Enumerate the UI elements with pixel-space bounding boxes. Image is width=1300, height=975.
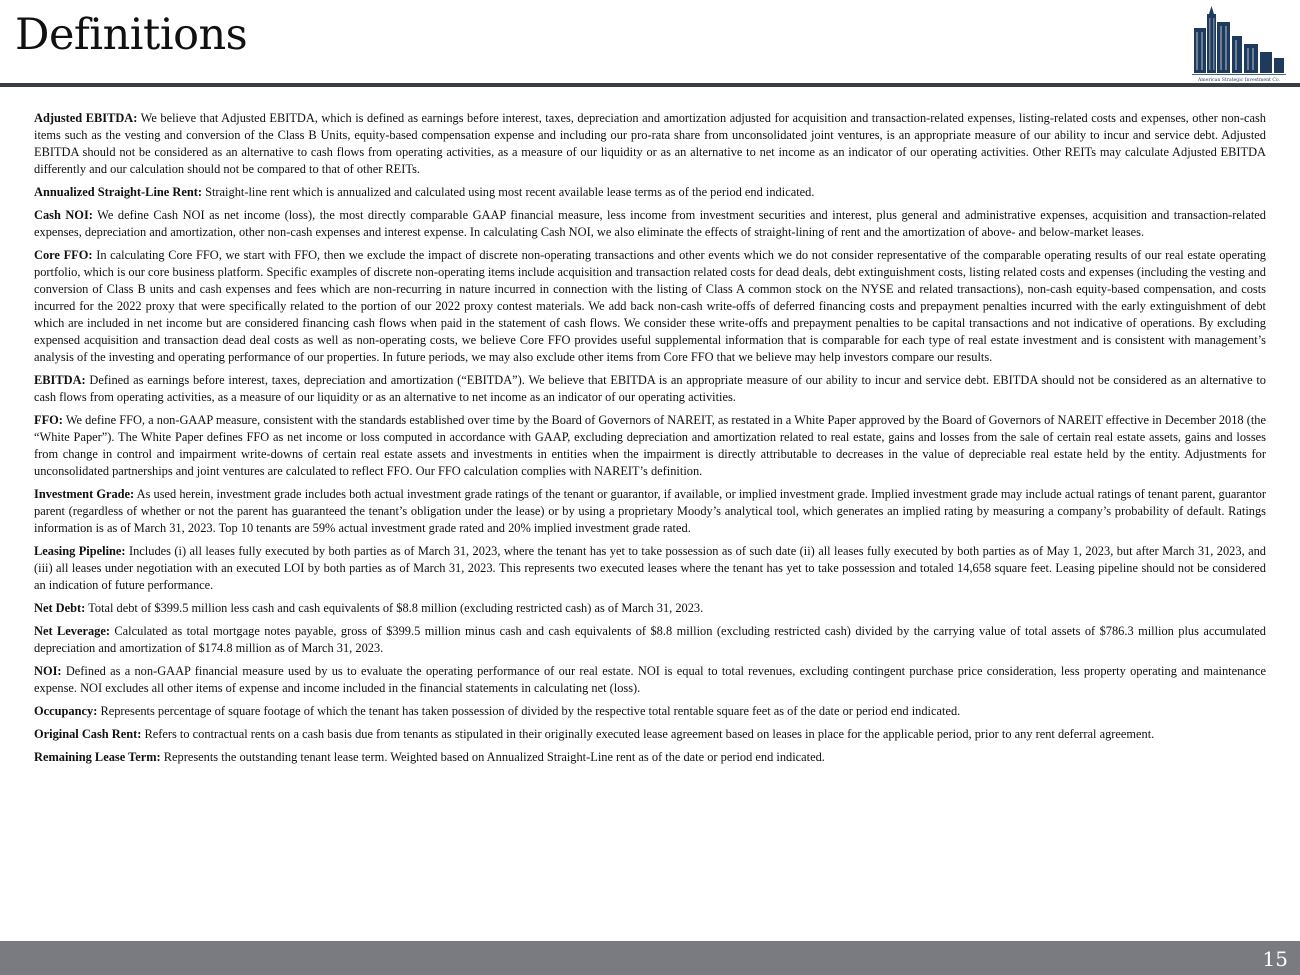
definition-ffo (34, 412, 1266, 480)
company-logo (1188, 4, 1291, 84)
company-logo-buildings-icon (1194, 6, 1284, 73)
definition-cash-noi (34, 207, 1266, 241)
definition-term: FFO: (34, 413, 63, 427)
definition-term: Remaining Lease Term: (34, 750, 161, 764)
definition-term: Cash NOI: (34, 208, 93, 222)
definition-noi (34, 663, 1266, 697)
definition-term: Leasing Pipeline: (34, 544, 126, 558)
definition-net-leverage (34, 623, 1266, 657)
definition-term: Net Leverage: (34, 624, 110, 638)
definition-text: We believe that Adjusted EBITDA, which is defined as earnings before interest, taxes, depreciation and amortization adjusted for acquisition and transaction-related expenses, listing-related costs and expenses, other non-cash items such as the vesting and conversion of the Class B Units, equity-based compensation expense and including our pro-rata share from unconsolidated joint ventures, is an appropriate measure of our ability to incur and service debt. Adjusted EBITDA should not be considered as an alternative to cash flows from operating activities, as a measure of our liquidity or as an alternative to net income as an indicator of our operating activities. Other REITs may calculate Adjusted EBITDA differently and our calculation should not be compared to that of other REITs. (34, 111, 1267, 176)
definition-term: Original Cash Rent: (34, 727, 142, 741)
definition-term: EBITDA: (34, 373, 86, 387)
definition-ebitda (34, 372, 1266, 406)
footer-bar (0, 941, 1300, 975)
definitions-list (34, 110, 1266, 772)
definition-net-debt (34, 600, 1266, 617)
definition-text: We define Cash NOI as net income (loss), the most directly comparable GAAP financial measure, less income from investment securities and interest, plus general and administrative expenses, acquisition and transaction-related expenses, depreciation and amortization, other non-cash expenses and interest expense. In calculating Cash NOI, we also eliminate the effects of straight-lining of rent and the amortization of above- and below-market leases. (34, 208, 1266, 239)
definition-text: Total debt of $399.5 million less cash and cash equivalents of $8.8 million (excluding restricted cash) as of March 31, 2023. (88, 601, 704, 615)
definition-original-cash-rent (34, 726, 1266, 743)
definition-text: Straight-line rent which is annualized and calculated using most recent available lease terms as of the period end indicated. (205, 185, 815, 199)
definition-text: We define FFO, a non-GAAP measure, consistent with the standards established over time by the Board of Governors of NAREIT, as restated in a White Paper approved by the Board of Governors of NAREIT effective in December 2018 (the “White Paper”). The White Paper defines FFO as net income or loss computed in accordance with GAAP, excluding depreciation and amortization related to real estate, gains and losses from the sale of certain real estate assets, gains and losses from change in control and impairment write-downs of certain real estate assets and investments in entities when the impairment is directly attributable to decreases in the value of depreciable real estate held by the entity. Adjustments for unconsolidated partnerships and joint ventures are calculated to reflect FFO. Our FFO calculation complies with NAREIT’s definition. (34, 413, 1267, 478)
definition-annualized-straight-line-rent (34, 184, 1266, 201)
definition-text: Refers to contractual rents on a cash basis due from tenants as stipulated in their originally executed lease agreement based on leases in place for the applicable period, prior to any rent deferral agreement. (144, 727, 1155, 741)
definition-text: Represents the outstanding tenant lease term. Weighted based on Annualized Straight-Line rent as of the date or period end indicated. (163, 750, 825, 764)
definition-term: Adjusted EBITDA: (34, 111, 138, 125)
definition-term: Core FFO: (34, 248, 93, 262)
definition-core-ffo (34, 247, 1266, 366)
definition-adjusted-ebitda (34, 110, 1266, 178)
definition-text: Includes (i) all leases fully executed by both parties as of March 31, 2023, where the tenant has yet to take possession as of such date (ii) all leases fully executed by both parties as of May 1, 2023, but after March 31, 2023, and (iii) all leases under negotiation with an executed LOI by both parties as of March 31, 2023. This represents two executed leases where the tenant has yet to take possession and totaled 14,658 square feet. Leasing pipeline should not be considered an indication of future performance. (34, 544, 1266, 592)
definition-term: Net Debt: (34, 601, 86, 615)
definition-occupancy (34, 703, 1266, 720)
page-title: Definitions (15, 10, 248, 60)
definition-text: Defined as a non-GAAP financial measure used by us to evaluate the operating performance of our real estate. NOI is equal to total revenues, excluding contingent purchase price consideration, less property operating and maintenance expense. NOI excludes all other items of expense and income included in the financial statements in calculating net (loss). (34, 664, 1266, 695)
definition-leasing-pipeline (34, 543, 1266, 594)
definition-text: As used herein, investment grade includes both actual investment grade ratings of the tenant or guarantor, if available, or implied investment grade. Implied investment grade may include actual ratings of tenant parent, guarantor parent (regardless of whether or not the parent has guaranteed the tenant’s obligation under the lease) or by using a proprietary Moody’s analytical tool, which generates an implied rating by measuring a company’s probability of default. Ratings information is as of March 31, 2023. Top 10 tenants are 59% actual investment grade rated and 20% implied investment grade rated. (34, 487, 1266, 535)
definition-term: Investment Grade: (34, 487, 135, 501)
definition-term: NOI: (34, 664, 62, 678)
definition-text: In calculating Core FFO, we start with FFO, then we exclude the impact of discrete non-operating transactions and other events which we do not consider representative of the comparable operating results of our real estate operating portfolio, which is our core business platform. Specific examples of discrete non-operating items include acquisition and transaction related costs for dead deals, debt extinguishment costs, listing related costs and expenses (including the vesting and conversion of Class B units and cash expenses and fees which are non-recurring in nature incurred in connection with the listing of Class A common stock on the NYSE and related transactions), non-cash equity-based compensation, and costs incurred for the 2022 proxy that were specifically related to the portion of our 2022 proxy contest materials. We add back non-cash write-offs of deferred financing costs and prepayment penalties incurred with the early extinguishment of debt which are included in net income but are considered financing cash flows when paid in the statement of cash flows. We consider these write-offs and prepayment penalties to be capital transactions and not indicative of operations. By excluding expensed acquisition and transaction dead deal costs as well as non-operating costs, we believe Core FFO provides useful supplemental information that is comparable for each type of real estate investment and is consistent with management’s analysis of the investing and operating performance of our properties. In future periods, we may also exclude other items from Core FFO that we believe may help investors compare our results. (34, 248, 1266, 364)
definition-investment-grade (34, 486, 1266, 537)
definition-text: Represents percentage of square footage of which the tenant has taken possession of divided by the respective total rentable square feet as of the date or period end indicated. (100, 704, 961, 718)
header-rule (0, 83, 1300, 87)
definition-term: Annualized Straight-Line Rent: (34, 185, 202, 199)
definition-term: Occupancy: (34, 704, 98, 718)
definition-remaining-lease-term (34, 749, 1266, 766)
definition-text: Calculated as total mortgage notes payable, gross of $399.5 million minus cash and cash equivalents of $8.8 million (excluding restricted cash) divided by the carrying value of total assets of $786.3 million plus accumulated depreciation and amortization of $174.8 million as of March 31, 2023. (34, 624, 1266, 655)
definition-text: Defined as earnings before interest, taxes, depreciation and amortization (“EBITDA”). We believe that EBITDA is an appropriate measure of our ability to incur and service debt. EBITDA should not be considered as an alternative to cash flows from operating activities, as a measure of our liquidity or as an alternative to net income as an indicator of our operating activities. (34, 373, 1266, 404)
page-number: 15 (1262, 947, 1288, 971)
logo-text: American Strategic Investment Co. (1197, 78, 1281, 83)
